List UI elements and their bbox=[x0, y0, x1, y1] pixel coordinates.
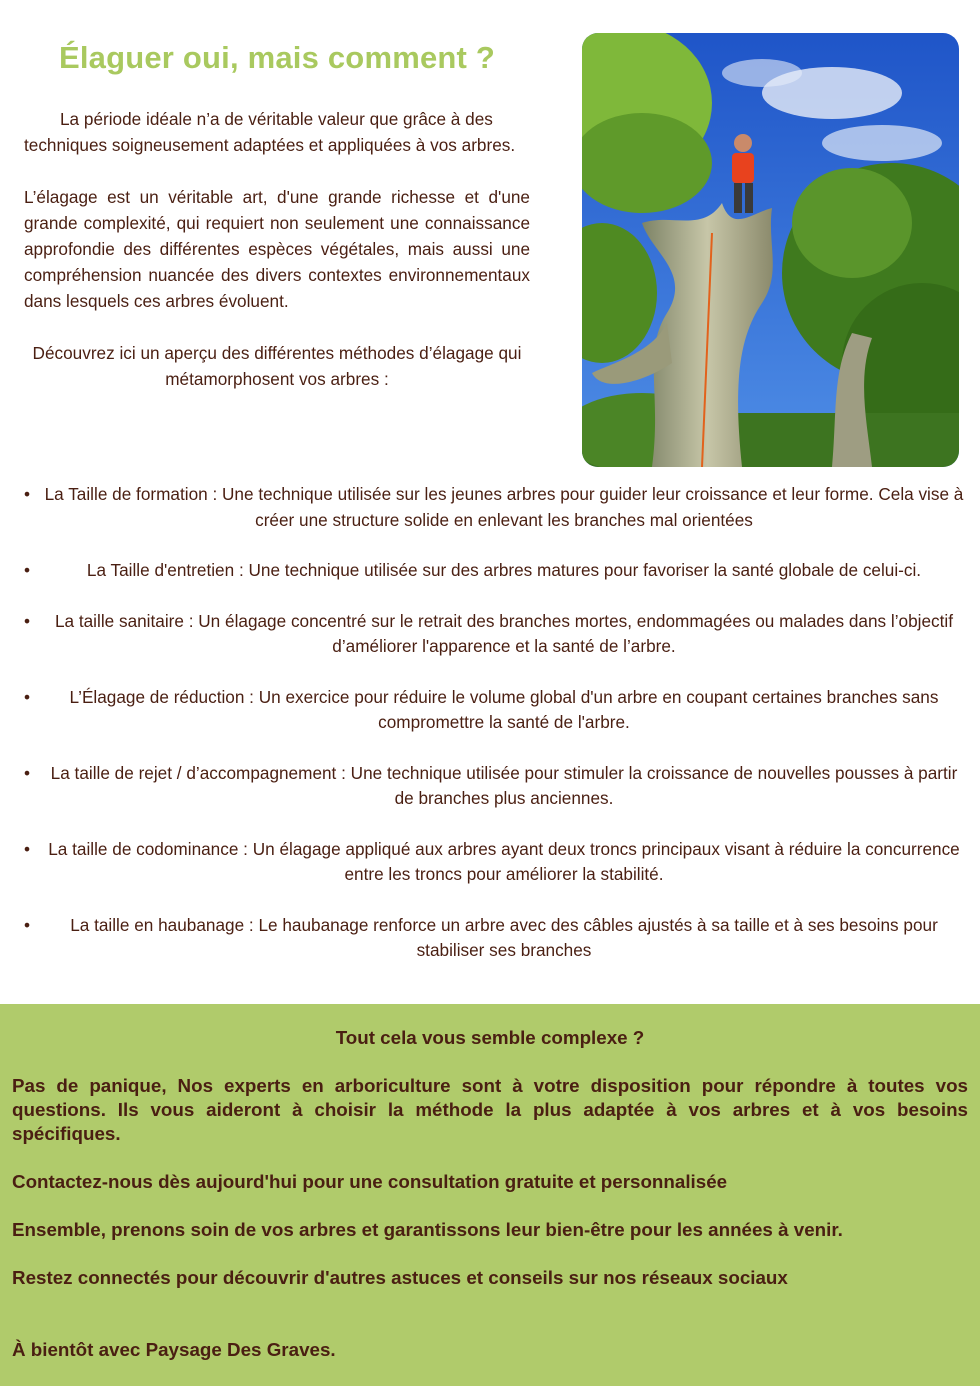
bullet-icon: • bbox=[24, 560, 31, 580]
method-text: La Taille d'entretien : Une technique utilisée sur des arbres matures pour favoriser la santé globale de celui-ci. bbox=[86, 560, 922, 580]
cta-paragraph-4: Restez connectés pour découvrir d'autres astuces et conseils sur nos réseaux sociaux bbox=[12, 1267, 788, 1288]
intro-paragraph-2: L’élagage est un véritable art, d'une grande richesse et d'une grande complexité, qui requiert non seulement une connaissance approfondie des différentes espèces végétales, mais aussi une compréhension nuancée des divers contextes environnementaux dans lesquels ces arbres évoluent. bbox=[24, 187, 530, 311]
cta-heading: Tout cela vous semble complexe ? bbox=[335, 1027, 645, 1048]
list-item bbox=[24, 761, 964, 812]
method-text: La taille de codominance : Un élagage appliqué aux arbres ayant deux troncs principaux visant à réduire la concurrence entre les troncs pour améliorer la stabilité. bbox=[48, 838, 960, 884]
method-text: La Taille de formation : Une technique utilisée sur les jeunes arbres pour guider leur croissance et leur forme. Cela vise à créer une structure solide en enlevant les branches mal orientées bbox=[44, 484, 964, 530]
contact-band bbox=[0, 1004, 980, 1386]
list-item bbox=[24, 482, 964, 533]
methods-list bbox=[24, 482, 964, 989]
cta-paragraph-1: Pas de panique, Nos experts en arboriculture sont à votre disposition pour répondre à toutes vos questions. Ils vous aideront à choisir la méthode la plus adaptée à vos arbres et à vos besoins spécifiques. bbox=[12, 1075, 968, 1144]
intro-section bbox=[24, 106, 530, 392]
tree-illustration bbox=[582, 33, 959, 467]
bullet-icon: • bbox=[24, 686, 31, 707]
method-text: La taille sanitaire : Un élagage concentré sur le retrait des branches mortes, endommagées ou malades dans l’objectif d’améliorer l'apparence et la santé de l’arbre. bbox=[54, 610, 954, 656]
list-item bbox=[24, 913, 964, 964]
bullet-icon: • bbox=[24, 762, 31, 783]
method-text: La taille en haubanage : Le haubanage renforce un arbre avec des câbles ajustés à sa taille et à ses besoins pour stabiliser ses branches bbox=[70, 914, 938, 960]
bullet-icon: • bbox=[24, 838, 31, 859]
list-item bbox=[24, 609, 964, 660]
cta-paragraph-3: Ensemble, prenons soin de vos arbres et garantissons leur bien-être pour les années à venir. bbox=[12, 1219, 843, 1240]
cta-signoff: À bientôt avec Paysage Des Graves. bbox=[12, 1339, 336, 1360]
method-text: La taille de rejet / d’accompagnement : Une technique utilisée pour stimuler la croissance de nouvelles pousses à partir de branches plus anciennes. bbox=[50, 762, 958, 808]
list-item bbox=[24, 837, 964, 888]
bullet-icon: • bbox=[24, 610, 31, 631]
method-text: L’Élagage de réduction : Un exercice pour réduire le volume global d'un arbre en coupant certaines branches sans compromettre la santé de l'arbre. bbox=[69, 686, 939, 732]
arborist-tree-photo bbox=[582, 33, 959, 467]
list-item bbox=[24, 685, 964, 736]
bullet-icon: • bbox=[24, 914, 31, 935]
intro-paragraph-1: La période idéale n’a de véritable valeur que grâce à des techniques soigneusement adaptées et appliquées à vos arbres. bbox=[24, 109, 516, 155]
bullet-icon: • bbox=[24, 484, 31, 504]
list-item bbox=[24, 558, 964, 584]
page-title: Élaguer oui, mais comment ? bbox=[58, 40, 496, 75]
intro-paragraph-3: Découvrez ici un aperçu des différentes méthodes d’élagage qui métamorphosent vos arbres : bbox=[32, 343, 522, 389]
cta-paragraph-2: Contactez-nous dès aujourd'hui pour une consultation gratuite et personnalisée bbox=[12, 1171, 728, 1192]
